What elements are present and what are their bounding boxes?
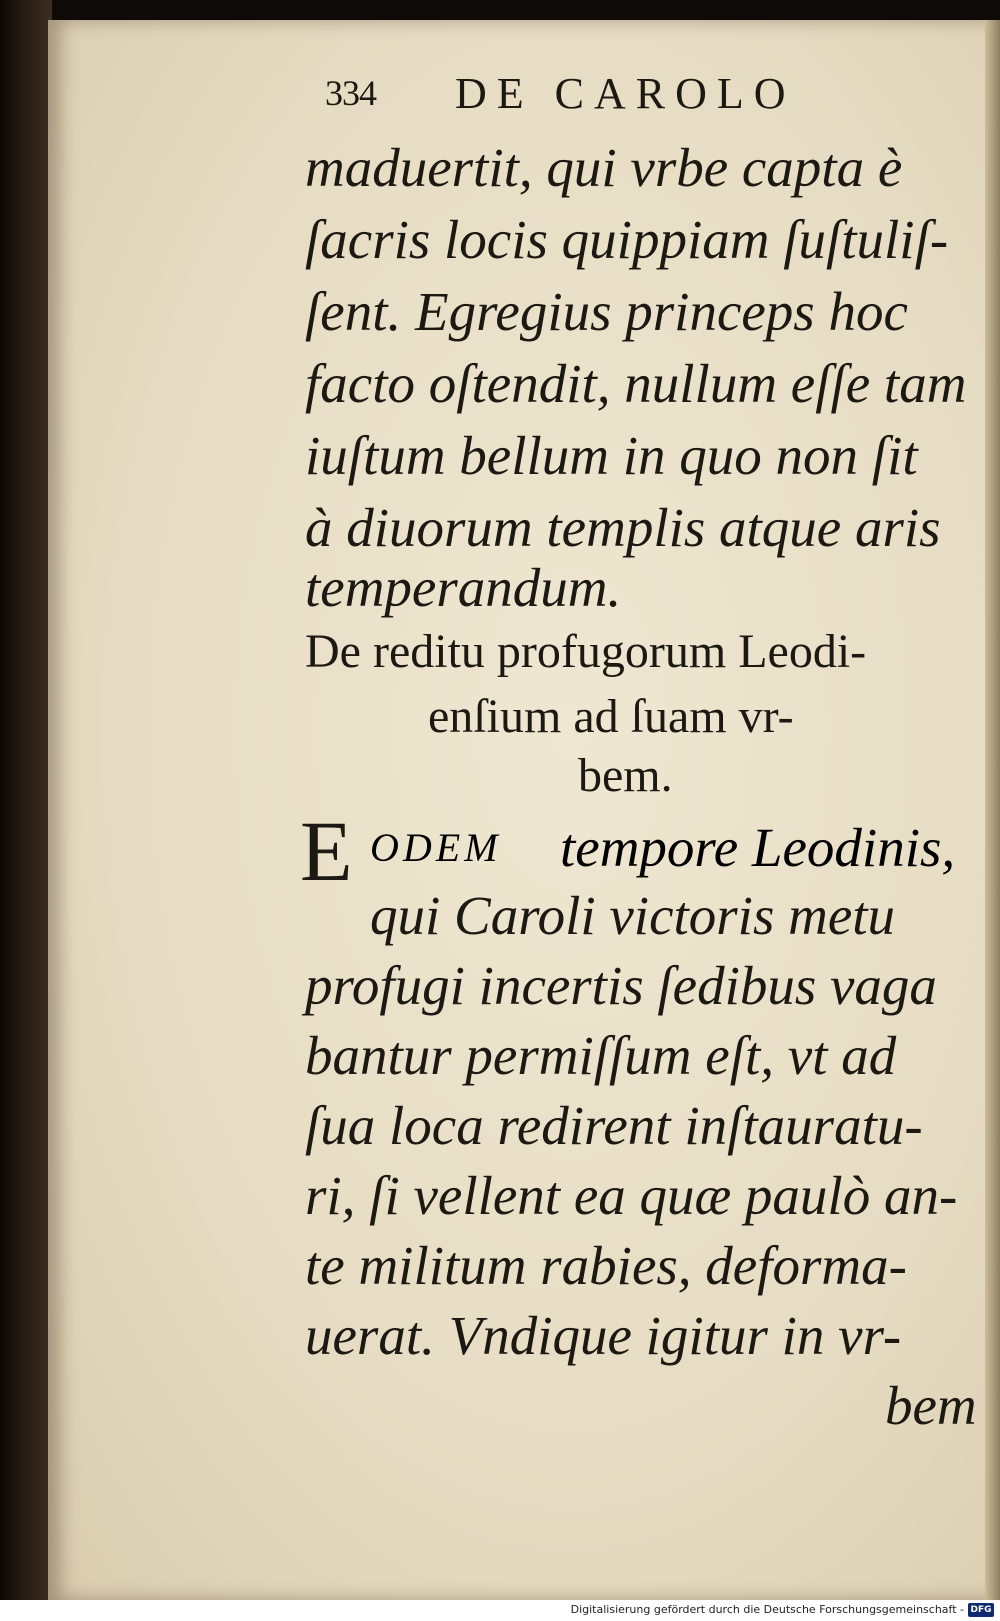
heading-line: enſium ad ſuam vr- — [428, 690, 794, 743]
text-line: ſent. Egregius princeps hoc — [305, 281, 908, 342]
text-line: te militum rabies, deforma- — [305, 1235, 907, 1296]
book-top-edge — [0, 0, 1000, 22]
text-line: qui Caroli victoris metu — [370, 885, 896, 946]
text-line: tempore Leodinis, — [560, 817, 956, 878]
text-line: à diuorum templis atque aris — [305, 497, 941, 558]
smallcaps-word: ODEM — [370, 825, 502, 870]
text-line: bantur permiſſum eſt, vt ad — [305, 1025, 897, 1086]
text-line: facto oſtendit, nullum eſſe tam — [305, 353, 967, 414]
text-line: temperandum. — [305, 557, 622, 618]
digitization-credit: Digitalisierung gefördert durch die Deutsche Forschungsgemeinschaft - — [570, 1603, 964, 1616]
text-line: maduertit, qui vrbe capta è — [305, 137, 903, 198]
text-line: profugi incertis ſedibus vaga — [305, 955, 937, 1016]
text-line: uerat. Vndique igitur in vr- — [305, 1305, 902, 1366]
book-spine — [0, 0, 52, 1621]
heading-line: De reditu profugorum Leodi- — [305, 625, 867, 678]
text-line: iuſtum bellum in quo non ſit — [305, 425, 918, 486]
text-line: ſua loca redirent inſtauratu- — [305, 1095, 923, 1156]
text-line: ri, ſi vellent ea quæ paulò an- — [305, 1165, 958, 1226]
heading-line: bem. — [578, 749, 673, 802]
catchword: bem — [885, 1375, 977, 1436]
page-number: 334 — [325, 73, 376, 113]
footer-bar — [0, 1600, 1000, 1621]
initial-letter: E — [300, 803, 353, 899]
page-fore-edge — [985, 20, 1000, 1600]
text-line: ſacris locis quippiam ſuſtuliſ- — [305, 209, 949, 270]
running-head — [325, 68, 885, 128]
dfg-logo-icon: DFG — [968, 1603, 994, 1617]
running-head-title: DE CAROLO — [455, 69, 796, 118]
